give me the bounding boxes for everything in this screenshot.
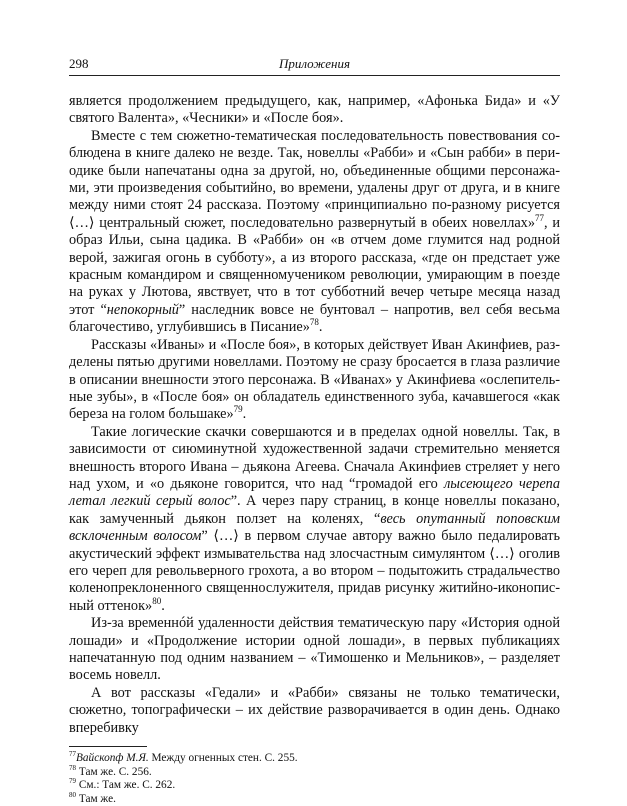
italic-quote: лысеющего черепа летал легкий серый волос <box>69 475 560 510</box>
footnote-79: $^{79}$ См.: Там же. С. 262. <box>69 777 176 792</box>
paragraph-4: Такие логические скачки совершаются и в пределах одной новеллы. Так, в зависимости от сиюминутной художественной задачи стремительно меняется внешность второго Ивана – дьякона Агеева. Сначала Акинфиев стреляет у него над ухом, и «о дьяконе говорится, что над “громадой его лысеющего черепа летал легкий серый волос”. А через пару страниц, в конце новеллы показано, как замученный дьякон ползет на коленях, “весь опутанный поповским всклоченным волосом” ⟨…⟩ в первом случае автору важно было педалировать акустический эффект измывательства над злосчастным симулянтом ⟨…⟩ оголив его череп для револьверного грохота, а во втором – подытожить страдальчество коленопреклоненного священнослужителя, придав рисунку житийно-иконописный оттенок»$^{80}$. <box>69 423 561 614</box>
italic-quote: весь опутанный поповским всклоченным волосом <box>69 510 560 545</box>
italic-quote: непокорный <box>106 301 179 318</box>
footnote-ref-79: 79 <box>233 404 243 415</box>
book-page <box>69 56 560 806</box>
page-number: 298 <box>69 56 89 71</box>
paragraph-5: Из-за временнóй удаленности действия тематическую пару «История одной лошади» и «Продолжение истории одной лошади», в первых публикациях напечатанную под одним названием – «Тимошенко и Мельников», – разделяет восемь новелл. <box>69 615 560 684</box>
paragraph-6: А вот рассказы «Гедали» и «Рабби» связаны не только тематически, сюжетно, топографически – их действие разворачивается в один день. Однако вперебивку <box>69 684 560 736</box>
footnotes <box>69 752 560 806</box>
main-text <box>69 93 560 737</box>
running-title: Приложения <box>278 56 351 71</box>
footnote-ref-78: 78 <box>309 317 319 328</box>
footnote-ref-77: 77 <box>534 213 544 224</box>
footnote-divider <box>69 746 147 747</box>
paragraph-2: Вместе с тем сюжетно-тематическая последовательность повествования соблюдена в книге далеко не везде. Так, новеллы «Рабби» и «Сын рабби» в периодике были напечатаны одна за другой, но, объединенные общими персонажами, эти произведения событийно, во времени, удалены друг от друга, и в книге между ними стоят 24 рассказа. Поэтому «принципиально по-разному рисуется ⟨…⟩ центральный сюжет, последовательно развернутый в обеих новеллах»$^{77}$, и образ Ильи, сына цадика. В «Рабби» он «в отчем доме глумится над родной верой, зажигая огонь в субботу», а из второго рассказа, «где он предстает уже красным командиром и священномучеником революции, умирающим в поезде на руках у Лютова, явствует, что в тот субботний вечер четыре месяца назад этот “непокорный” наследник вовсе не бунтовал – напротив, вел себя весьма благочестиво, углубившись в Писание»$^{78}$. <box>69 127 560 336</box>
footnote-77: $^{77}$Вайскопф М.Я. Между огненных стен. С. 255. <box>69 750 298 765</box>
running-header <box>69 56 560 76</box>
paragraph-1: является продолжением предыдущего, как, например, «Афонька Бида» и «У святого Валента», «Чесники» и «После боя». <box>69 93 560 127</box>
footnote-80: $^{80}$ Там же. <box>69 791 116 805</box>
footnote-ref-80: 80 <box>152 596 162 607</box>
paragraph-3: Рассказы «Иваны» и «После боя», в которых действует Иван Акинфиев, разделены пятью другими новеллами. Поэтому не сразу бросается в глаза различие в описании внешности этого персонажа. В «Иванах» у Акинфиева «ослепительные зубы», в «После боя» он обладатель единственного зуба, качавшегося «как береза на голом большаке»$^{79}$. <box>69 336 560 423</box>
footnote-78: $^{78}$ Там же. С. 256. <box>69 763 152 778</box>
